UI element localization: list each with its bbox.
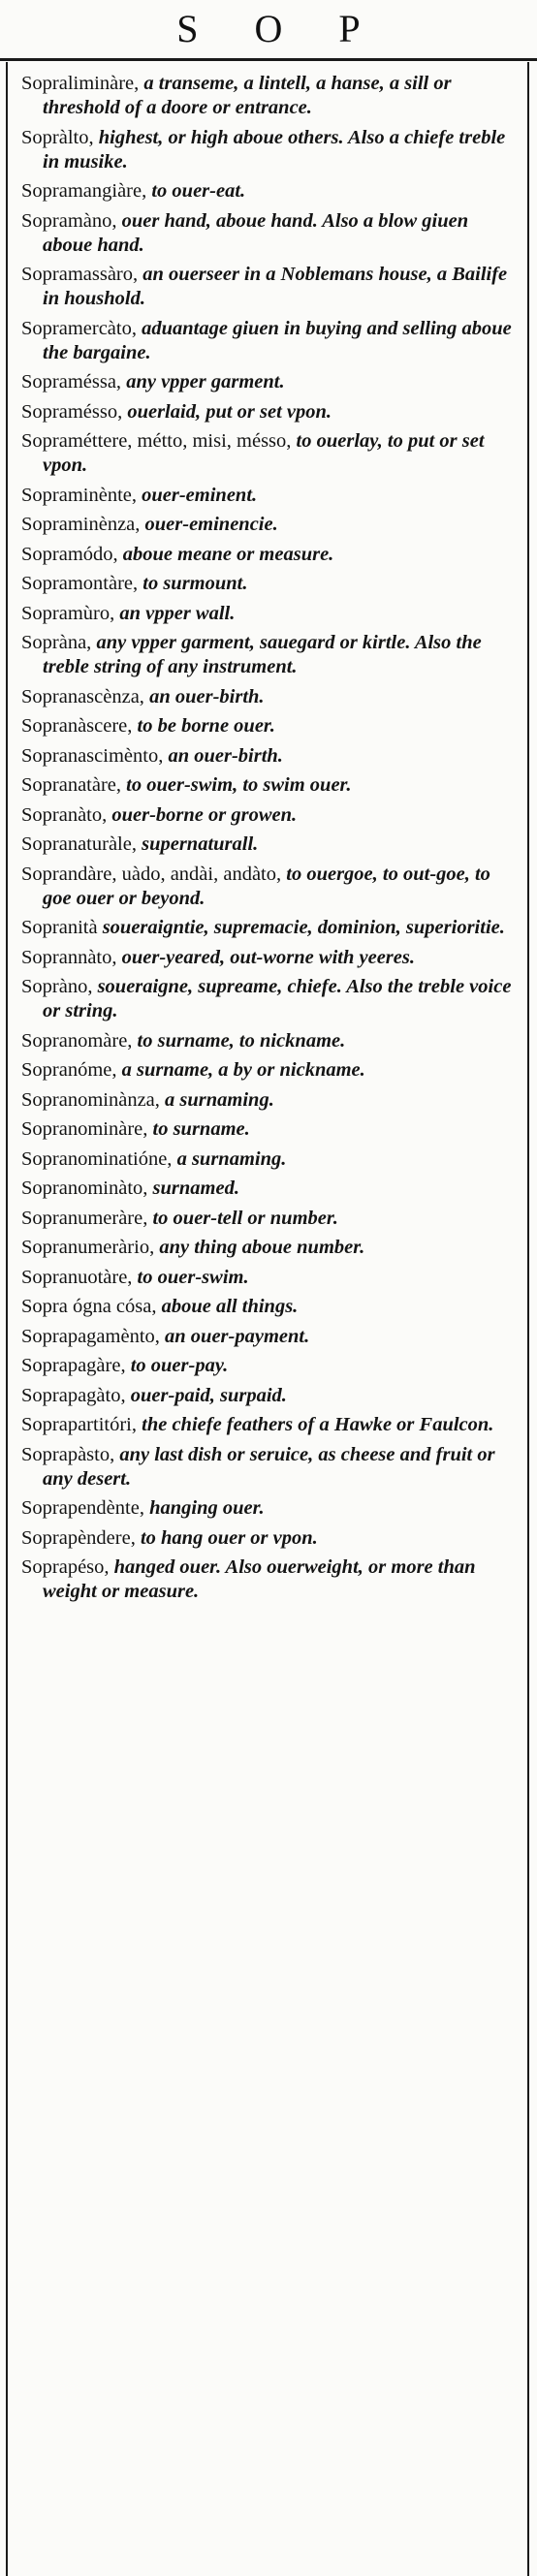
dictionary-entry: [21, 179, 518, 204]
dictionary-entry: [21, 1496, 518, 1521]
entry-headword: Sopràna,: [21, 632, 92, 653]
entry-definition: ouer-paid, surpaid.: [125, 1384, 287, 1406]
dictionary-entry: [21, 400, 518, 424]
entry-definition: to surname, to nickname.: [132, 1029, 346, 1052]
entry-headword: Soprapàsto,: [21, 1443, 115, 1465]
entry-headword: Soprapendènte,: [21, 1497, 144, 1519]
entry-headword: Sopraméssо,: [21, 400, 123, 423]
dictionary-entry: [21, 1147, 518, 1172]
entry-headword: Sopramàno,: [21, 209, 117, 232]
entry-definition: to ouer-pay.: [125, 1355, 229, 1376]
entry-definition: a surname, a by or nickname.: [116, 1059, 365, 1081]
dictionary-entry: [21, 1443, 518, 1492]
dictionary-entry: [21, 1177, 518, 1201]
entry-headword: Sopràno,: [21, 976, 93, 997]
dictionary-entry: [21, 773, 518, 798]
dictionary-entry: [21, 543, 518, 567]
entry-headword: Sopranumeràre,: [21, 1207, 148, 1229]
dictionary-entry: [21, 1526, 518, 1551]
entry-definition: to ouergoe, to out-goe, to goe ouer or beyond.: [43, 863, 490, 909]
dictionary-entry: [21, 370, 518, 394]
dictionary-entry: [21, 803, 518, 828]
entry-headword: Sopra ógna cósa,: [21, 1296, 157, 1317]
entry-headword: Soprannàto,: [21, 946, 117, 968]
entry-headword: Sopraminènte,: [21, 484, 137, 506]
dictionary-entry: [21, 946, 518, 970]
dictionary-entry: [21, 1555, 518, 1604]
dictionary-entry: [21, 1354, 518, 1378]
entry-definition: to ouerlay, to put or set vpon.: [43, 430, 485, 476]
entry-headword: Sopranóme,: [21, 1059, 117, 1081]
running-head: S O P: [176, 7, 384, 50]
entry-definition: supernaturall.: [136, 833, 259, 855]
entry-definition: soueraigntie, supremacie, dominion, superioritie.: [97, 917, 505, 938]
dictionary-entry: [21, 1266, 518, 1290]
dictionary-entry: [21, 1413, 518, 1437]
dictionary-entry: [21, 602, 518, 626]
entry-definition: any vpper garment, sauegard or kirtle. Also the treble string of any instrument.: [43, 632, 482, 677]
dictionary-entry: [21, 1058, 518, 1083]
dictionary-entry: [21, 513, 518, 537]
entry-definition: a surnaming.: [172, 1147, 287, 1170]
dictionary-entry: [21, 714, 518, 738]
entry-column: [6, 62, 529, 2576]
entry-definition: surnamed.: [147, 1178, 239, 1199]
dictionary-entry: [21, 126, 518, 174]
entry-definition: to surname.: [147, 1118, 250, 1140]
entry-headword: Soprapartitóri,: [21, 1414, 137, 1435]
entry-headword: Sopranuotàre,: [21, 1266, 133, 1288]
entry-headword: Sopramangiàre,: [21, 180, 147, 202]
dictionary-entry: [21, 1384, 518, 1408]
entry-definition: ouer-eminent.: [137, 484, 258, 506]
entry-definition: to hang ouer or vpon.: [135, 1526, 318, 1549]
header-rule: [0, 58, 537, 61]
entry-headword: Soprapéso,: [21, 1556, 110, 1578]
entry-definition: to ouer-swim.: [132, 1266, 249, 1288]
entry-definition: aduantage giuen in buying and selling aboue the bargaine.: [43, 317, 512, 363]
entry-headword: Sopranascimènto,: [21, 744, 164, 767]
entry-definition: any last dish or seruice, as cheese and fruit or any desert.: [43, 1443, 495, 1490]
dictionary-entry: [21, 72, 518, 120]
entry-headword: Soprapèndere,: [21, 1526, 136, 1549]
dictionary-entry: [21, 572, 518, 596]
entry-list: [21, 72, 518, 1610]
dictionary-entry: [21, 744, 518, 769]
entry-headword: Sopranominatióne,: [21, 1147, 173, 1170]
entry-definition: to ouer-eat.: [146, 180, 246, 202]
entry-definition: aboue meane or measure.: [117, 543, 334, 565]
dictionary-entry: [21, 1325, 518, 1349]
entry-headword: Sopranatàre,: [21, 774, 122, 796]
dictionary-entry: [21, 1236, 518, 1260]
entry-definition: any thing aboue number.: [154, 1237, 365, 1258]
dictionary-entry: [21, 975, 518, 1023]
entry-definition: any vpper garment.: [121, 371, 285, 393]
entry-definition: an ouer-payment.: [159, 1325, 310, 1347]
entry-headword: Sopramódo,: [21, 543, 118, 565]
dictionary-entry: [21, 484, 518, 508]
entry-headword: Sopraméttere, métto, misi, mésso,: [21, 430, 292, 452]
entry-definition: hanging ouer.: [143, 1497, 265, 1519]
entry-definition: an ouer-birth.: [143, 685, 265, 707]
entry-headword: Sopranomàre,: [21, 1029, 133, 1052]
entry-headword: Sopranumeràrio,: [21, 1237, 155, 1258]
entry-headword: Sopràlto,: [21, 126, 94, 148]
entry-headword: Sopramassàro,: [21, 264, 139, 285]
entry-headword: Sopranominàto,: [21, 1178, 148, 1199]
entry-headword: Sopranàscere,: [21, 715, 133, 737]
entry-definition: an ouerseer in a Noblemans house, a Bailife in houshold.: [43, 264, 508, 309]
entry-headword: Sopranascènza,: [21, 685, 144, 707]
dictionary-entry: [21, 916, 518, 940]
entry-headword: Sopranità: [21, 917, 98, 938]
dictionary-entry: [21, 317, 518, 365]
entry-headword: Sopraminènza,: [21, 514, 141, 535]
entry-headword: Soprandàre, uàdo, andài, andàto,: [21, 863, 282, 885]
entry-definition: ouerlaid, put or set vpon.: [122, 400, 332, 423]
entry-definition: aboue all things.: [156, 1296, 299, 1317]
entry-headword: Sopranominànza,: [21, 1088, 160, 1111]
entry-headword: Soprapagàto,: [21, 1384, 126, 1406]
entry-headword: Sopramercàto,: [21, 317, 137, 339]
entry-definition: a surnaming.: [159, 1088, 274, 1111]
dictionary-entry: [21, 1029, 518, 1053]
entry-headword: Sopranominàre,: [21, 1118, 148, 1140]
entry-headword: Sopraméssa,: [21, 371, 122, 393]
entry-definition: soueraigne, supreame, chiefe. Also the treble voice or string.: [43, 976, 512, 1021]
dictionary-entry: [21, 832, 518, 857]
entry-headword: Soprapagamènto,: [21, 1325, 160, 1347]
entry-definition: the chiefe feathers of a Hawke or Faulcon.: [137, 1414, 494, 1435]
entry-headword: Soprapagàre,: [21, 1355, 126, 1376]
entry-definition: to be borne ouer.: [132, 715, 275, 737]
dictionary-entry: [21, 429, 518, 478]
dictionary-entry: [21, 1117, 518, 1142]
dictionary-entry: [21, 631, 518, 679]
entry-definition: hanged ouer. Also ouerweight, or more than weight or measure.: [43, 1556, 476, 1602]
entry-headword: Sopramontàre,: [21, 573, 139, 594]
entry-definition: an ouer-birth.: [163, 744, 283, 767]
entry-headword: Sopraliminàre,: [21, 73, 140, 94]
entry-definition: ouer-borne or growen.: [107, 803, 298, 826]
dictionary-entry: [21, 1207, 518, 1231]
entry-headword: Sopranaturàle,: [21, 833, 137, 855]
dictionary-entry: [21, 1295, 518, 1319]
entry-headword: Sopranàto,: [21, 803, 108, 826]
dictionary-entry: [21, 863, 518, 911]
entry-definition: ouer-yeared, out-worne with yeeres.: [116, 946, 415, 968]
entry-definition: to ouer-swim, to swim ouer.: [121, 774, 352, 796]
entry-headword: Sopramùro,: [21, 602, 115, 624]
entry-definition: ouer hand, aboue hand. Also a blow giuen aboue hand.: [43, 209, 469, 256]
entry-definition: highest, or high aboue others. Also a chiefe treble in musike.: [43, 126, 506, 173]
entry-definition: an vpper wall.: [114, 602, 236, 624]
dictionary-entry: [21, 685, 518, 709]
entry-definition: a transeme, a lintell, a hanse, a sill or threshold of a doore or entrance.: [43, 73, 452, 118]
entry-definition: ouer-eminencie.: [140, 514, 278, 535]
entry-definition: to surmount.: [138, 573, 248, 594]
dictionary-entry: [21, 209, 518, 258]
entry-definition: to ouer-tell or number.: [147, 1207, 338, 1229]
dictionary-entry: [21, 263, 518, 311]
dictionary-entry: [21, 1088, 518, 1113]
